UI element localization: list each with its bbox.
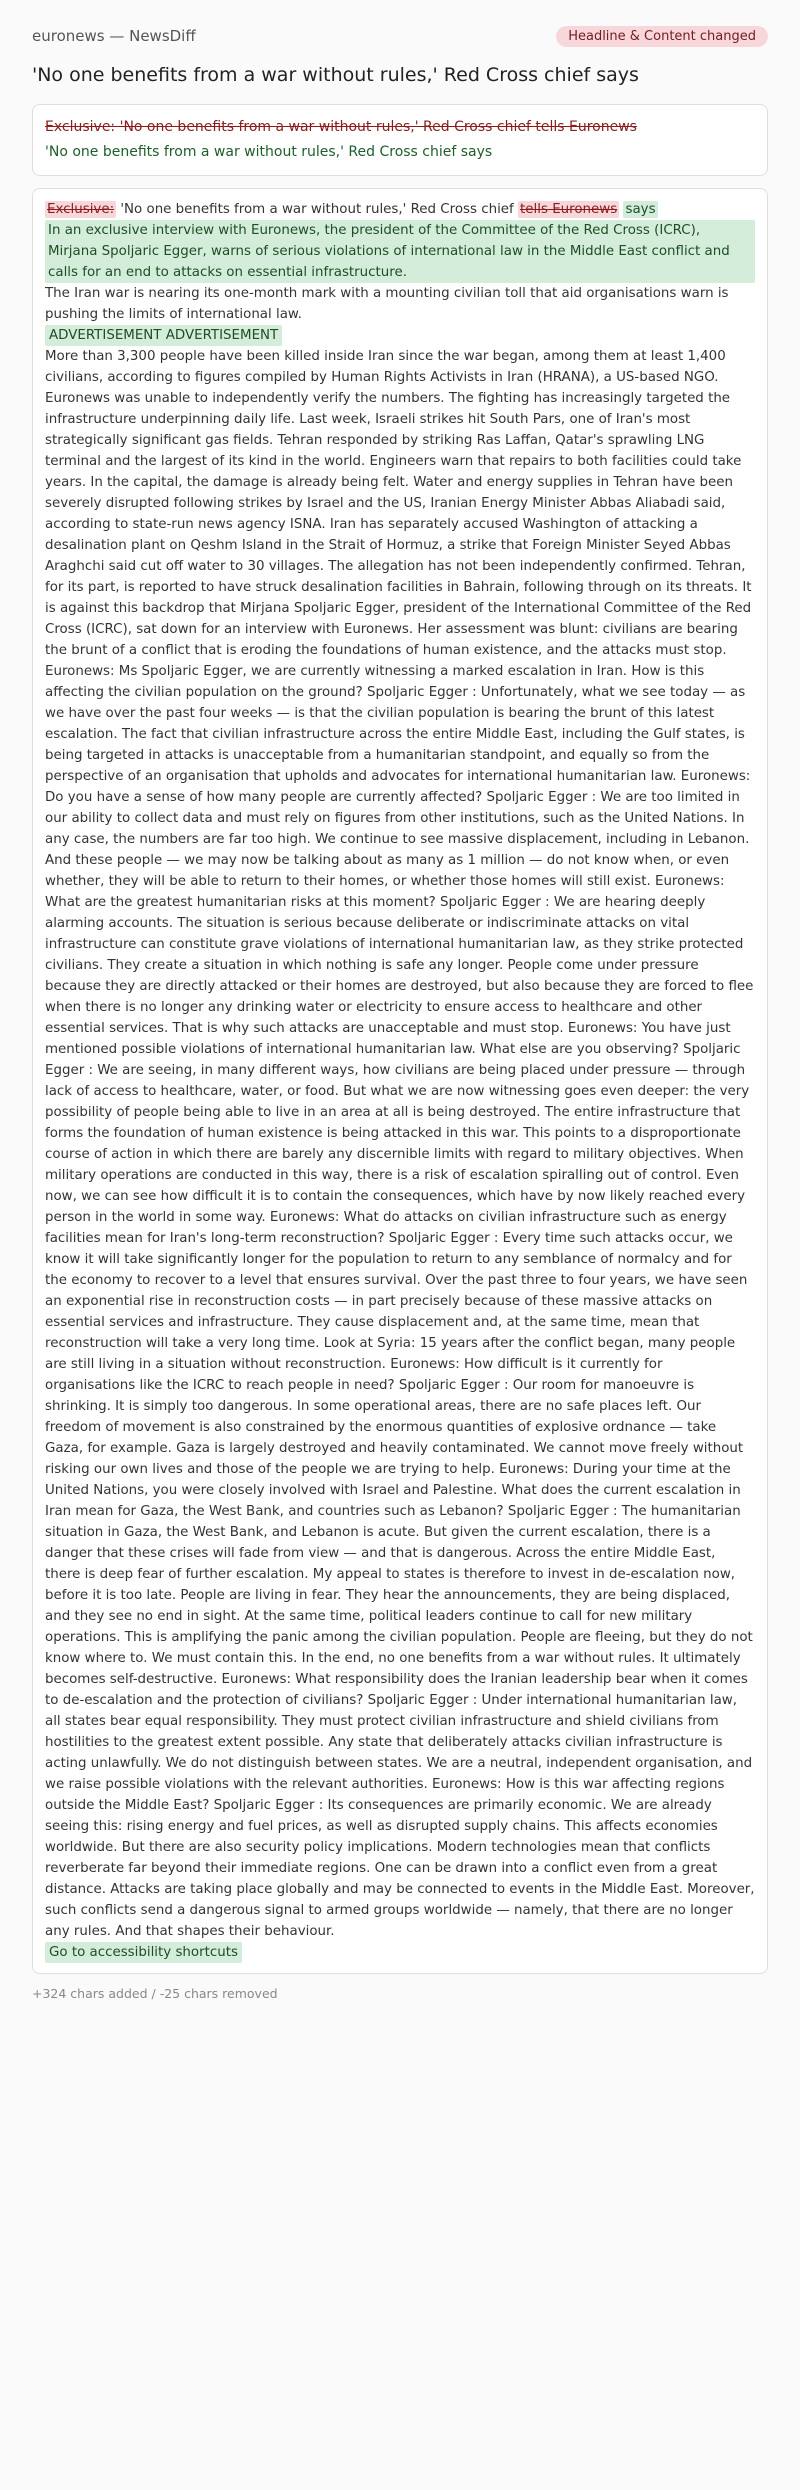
new-headline: 'No one benefits from a war without rules,' Red Cross chief says [45, 144, 493, 160]
deleted-text: Exclusive: [47, 202, 115, 217]
article-title: 'No one benefits from a war without rules,' Red Cross chief says [32, 64, 639, 86]
old-headline: Exclusive: 'No one benefits from a war without rules,' Red Cross chief tells Euronews [45, 119, 637, 135]
article-body-text: More than 3,300 people have been killed inside Iran since the war began, among them at least 1,400 civilians, according to figures compiled by Human Rights Activists in Iran (HRANA), a US-based NGO. Euronews was unable to independently verify the numbers. The fighting has increasingly targeted the infrastructure underpinning daily life. Last week, Israeli strikes hit South Pars, one of Iran's most strategically significant gas fields. Tehran responded by striking Ras Laffan, Qatar's sprawling LNG terminal and the largest of its kind in the world. Engineers warn that repairs to both facilities could take years. In the capital, the damage is already being felt. Water and energy supplies in Tehran have been severely disrupted following strikes by Israel and the US, Iranian Energy Minister Abbas Aliabadi said, according to state-run news agency ISNA. Iran has separately accused Washington of attacking a desalination plant on Qeshm Island in the Strait of Hormuz, a strike that Foreign Minister Seyed Abbas Araghchi said cut off water to 30 villages. The allegation has not been independently confirmed. Tehran, for its part, is reported to have struck desalination facilities in Bahrain, following through on its threats. It is against this backdrop that Mirjana Spoljaric Egger, president of the International Committee of the Red Cross (ICRC), sat down for an interview with Euronews. Her assessment was blunt: civilians are bearing the brunt of a conflict that is eroding the foundations of human existence, and the attacks must stop. Euronews: Ms Spoljaric Egger, we are currently witnessing a marked escalation in Iran. How is this affecting the civilian population on the ground? Spoljaric Egger : Unfortunately, what we see today — as we have over the past four weeks — is that the civilian population is bearing the brunt of this latest escalation. The fact that civilian infrastructure across the entire Middle East, including the Gulf states, is being targeted in attacks is unacceptable from a humanitarian standpoint, and equally so from the perspective of an organisation that upholds and advocates for international humanitarian law. Euronews: Do you have a sense of how many people are currently affected? Spoljaric Egger : We are too limited in our ability to collect data and must rely on figures from other institutions, such as the United Nations. In any case, the numbers are far too high. We continue to see massive displacement, including in Lebanon. And these people — we may now be talking about as many as 1 million — do not know when, or even whether, they will be able to return to their homes, or whether those homes will still exist. Euronews: What are the greatest humanitarian risks at this moment? Spoljaric Egger : We are hearing deeply alarming accounts. The situation is serious because deliberate or indiscriminate attacks on vital infrastructure can constitute grave violations of international humanitarian law, as they strike protected civilians. They create a situation in which nothing is safe any longer. People come under pressure because they are directly attacked or their homes are destroyed, but also because they are forced to flee when there is no longer any drinking water or electricity to ensure access to healthcare and other essential services. That is why such attacks are unacceptable and must stop. Euronews: You have just mentioned possible violations of international humanitarian law. What else are you observing? Spoljaric Egger : We are seeing, in many different ways, how civilians are being placed under pressure — through lack of access to healthcare, water, or food. But what we are now witnessing goes even deeper: the very possibility of people being able to live in an area at all is being destroyed. The entire infrastructure that forms the foundation of human existence is being attacked in this war. This points to a disproportionate course of action in which there are barely any discernible limits with regard to military objectives. When military operations are conducted in this way, there is a risk of escalation spiralling out of control. Even now, we can see how difficult it is to contain the consequences, which have by now likely reached every person in the world in some way. Euronews: What do attacks on civilian infrastructure such as energy facilities mean for Iran's long-term reconstruction? Spoljaric Egger : Every time such attacks occur, we know it will take significantly longer for the population to return to any semblance of normalcy and for the economy to recover to a level that ensures survival. Over the past three to four years, we have seen an exponential rise in reconstruction costs — in part precisely because of these massive attacks on essential services and infrastructure. They cause displacement and, at the same time, mean that reconstruction will take a very long time. Look at Syria: 15 years after the conflict began, many people are still living in a situation without reconstruction. Euronews: How difficult is it currently for organisations like the ICRC to reach people in need? Spoljaric Egger : Our room for manoeuvre is shrinking. It is simply too dangerous. In some operational areas, there are no safe places left. Our freedom of movement is also constrained by the enormous quantities of explosive ordnance — take Gaza, for example. Gaza is largely destroyed and heavily contaminated. We cannot move freely without risking our own lives and those of the people we are trying to help. Euronews: During your time at the United Nations, you were closely involved with Israel and Palestine. What does the current escalation in Iran mean for Gaza, the West Bank, and countries such as Lebanon? Spoljaric Egger : The humanitarian situation in Gaza, the West Bank, and Lebanon is acute. But given the current escalation, there is a danger that these crises will fade from view — and that is dangerous. Across the entire Middle East, there is deep fear of further escalation. My appeal to states is therefore to invest in de-escalation now, before it is too late. People are living in fear. They hear the announcements, they are being displaced, and they see no end in sight. At the same time, political leaders continue to call for new military operations. This is amplifying the panic among the civilian population. People are fleeing, but they do not know where to. We must contain this. In the end, no one benefits from a war without rules. It ultimately becomes self-destructive. Euronews: What responsibility does the Iranian leadership bear when it comes to de-escalation and the protection of civilians? Spoljaric Egger : Under international humanitarian law, all states bear equal responsibility. They must protect civilian infrastructure and shield civilians from hostilities to the greatest extent possible. Any state that deliberately attacks civilian infrastructure is acting unlawfully. We do not distinguish between states. We are a neutral, independent organisation, and we raise possible violations with the relevant authorities. Euronews: How is this war affecting regions outside the Middle East? Spoljaric Egger : Its consequences are primarily economic. We are already seeing this: rising energy and fuel prices, as well as disrupted supply chains. This affects economies worldwide. But there are also security policy implications. Modern technologies mean that conflicts reverberate far beyond their immediate regions. One can be drawn into a conflict even from a great distance. Attacks are taking place globally and may be connected to events in the Middle East. Moreover, such conflicts send a dangerous signal to armed groups worldwide — namely, that there are no longer any rules. And that shapes their behaviour. [45, 349, 755, 1939]
diff-stats: +324 chars added / -25 chars removed [32, 1986, 278, 2001]
top-bar [32, 22, 768, 50]
headline-diff-card [32, 104, 768, 176]
inserted-ad-text: ADVERTISEMENT ADVERTISEMENT [45, 325, 282, 346]
body-diff [45, 199, 755, 1963]
site-name: euronews — NewsDiff [32, 27, 196, 45]
unchanged-paragraph: The Iran war is nearing its one-month mark with a mounting civilian toll that aid organisations warn is pushing the limits of international law. [45, 286, 729, 322]
change-badge: Headline & Content changed [556, 26, 768, 47]
unchanged-text: 'No one benefits from a war without rules,' Red Cross chief [120, 202, 514, 217]
inserted-accessibility-link[interactable]: Go to accessibility shortcuts [45, 1942, 242, 1963]
inserted-text: says [625, 202, 656, 217]
inserted-intro: In an exclusive interview with Euronews, the president of the Committee of the Red Cross (ICRC), Mirjana Spoljaric Egger, warns of serious violations of international law in the Middle East conflict and calls for an end to attacks on essential infrastructure. [45, 220, 755, 283]
diff-headline-line [45, 199, 755, 220]
deleted-text: tells Euronews [520, 202, 618, 217]
body-diff-card [32, 188, 768, 1974]
